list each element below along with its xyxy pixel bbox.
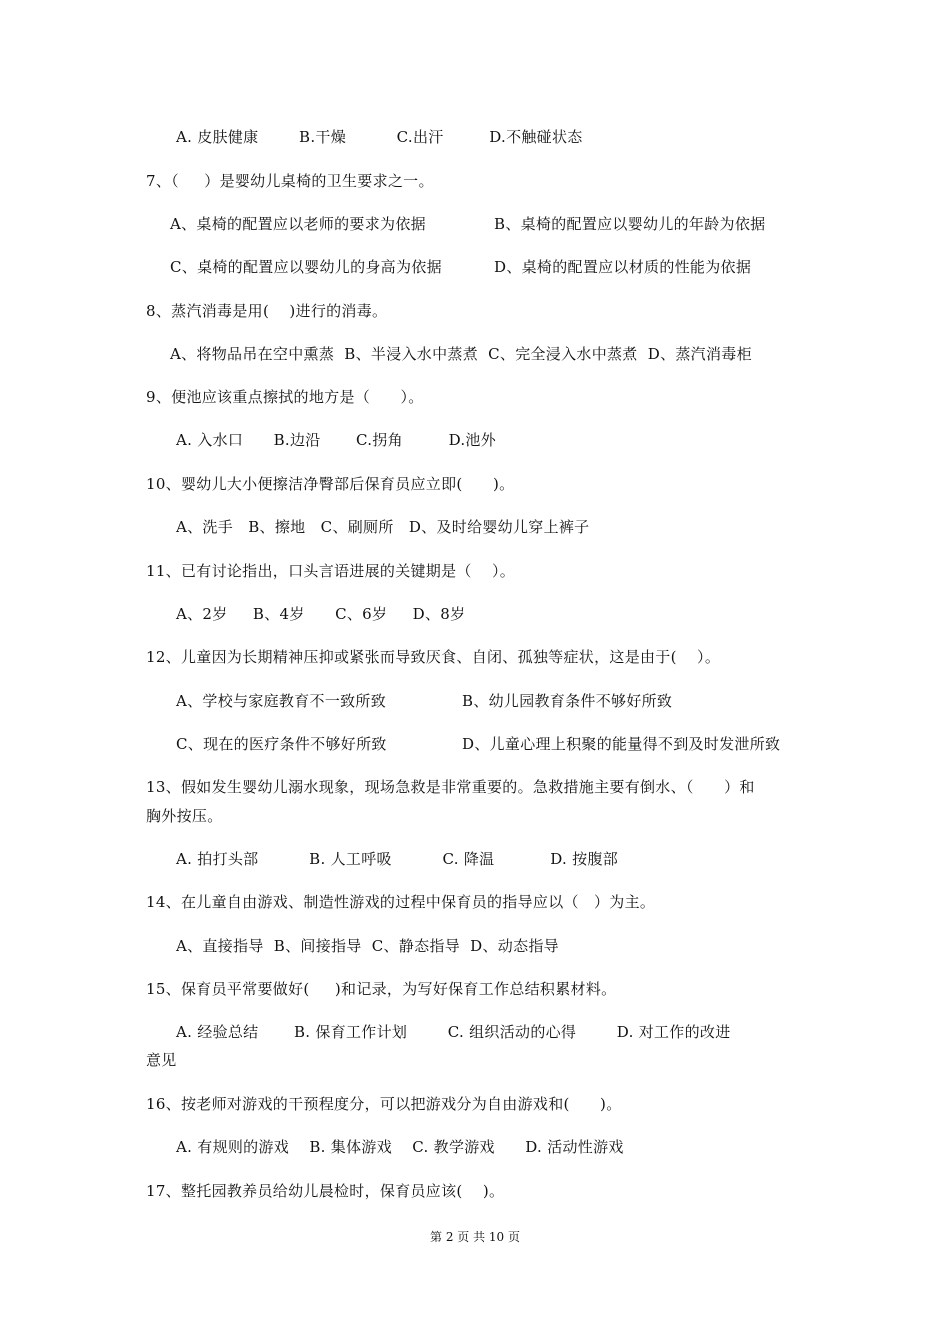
q12-option-d: D、儿童心理上积聚的能量得不到及时发泄所致 xyxy=(462,735,781,753)
question-12: 12、儿童因为长期精神压抑或紧张而导致厌食、自闭、孤独等症状，这是由于( ）。 xyxy=(146,648,721,666)
q13-options: A. 拍打头部 B. 人工呼吸 C. 降温 D. 按腹部 xyxy=(176,850,619,868)
q14-options: A、直接指导 B、间接指导 C、静态指导 D、动态指导 xyxy=(176,937,559,955)
question-11: 11、已有讨论指出，口头言语进展的关键期是（ ）。 xyxy=(146,562,516,580)
question-8: 8、蒸汽消毒是用( )进行的消毒。 xyxy=(146,302,388,320)
question-17: 17、整托园教养员给幼儿晨检时，保育员应该( )。 xyxy=(146,1182,505,1200)
q11-options: A、2岁 B、4岁 C、6岁 D、8岁 xyxy=(176,605,466,623)
question-13: 13、假如发生婴幼儿溺水现象，现场急救是非常重要的。急救措施主要有倒水、（ ）和 xyxy=(146,778,755,796)
q6-options: A. 皮肤健康 B.干燥 C.出汗 D.不触碰状态 xyxy=(176,128,583,146)
question-14: 14、在儿童自由游戏、制造性游戏的过程中保育员的指导应以（ ）为主。 xyxy=(146,893,656,911)
question-16: 16、按老师对游戏的干预程度分，可以把游戏分为自由游戏和( )。 xyxy=(146,1095,622,1113)
question-13-continuation: 胸外按压。 xyxy=(146,807,223,825)
q15-options-continuation: 意见 xyxy=(146,1051,177,1069)
q10-options: A、洗手 B、擦地 C、刷厕所 D、及时给婴幼儿穿上裤子 xyxy=(176,518,590,536)
question-9: 9、便池应该重点擦拭的地方是（ ）。 xyxy=(146,388,424,406)
q7-option-b: B、桌椅的配置应以婴幼儿的年龄为依据 xyxy=(494,215,766,233)
question-7: 7、（ ）是婴幼儿桌椅的卫生要求之一。 xyxy=(146,172,434,190)
q7-option-d: D、桌椅的配置应以材质的性能为依据 xyxy=(494,258,752,276)
question-10: 10、婴幼儿大小便擦洁净臀部后保育员应立即( )。 xyxy=(146,475,515,493)
q7-option-c: C、桌椅的配置应以婴幼儿的身高为依据 xyxy=(170,258,442,276)
q15-options: A. 经验总结 B. 保育工作计划 C. 组织活动的心得 D. 对工作的改进 xyxy=(176,1023,731,1041)
q12-option-c: C、现在的医疗条件不够好所致 xyxy=(176,735,387,753)
question-15: 15、保育员平常要做好( )和记录，为写好保育工作总结积累材料。 xyxy=(146,980,617,998)
q12-option-a: A、学校与家庭教育不一致所致 xyxy=(176,692,387,710)
page-footer: 第 2 页 共 10 页 xyxy=(430,1230,520,1244)
q7-option-a: A、桌椅的配置应以老师的要求为依据 xyxy=(170,215,426,233)
q9-options: A. 入水口 B.边沿 C.拐角 D.池外 xyxy=(176,431,497,449)
q8-options: A、将物品吊在空中熏蒸 B、半浸入水中蒸煮 C、完全浸入水中蒸煮 D、蒸汽消毒柜 xyxy=(170,345,752,363)
q12-option-b: B、幼儿园教育条件不够好所致 xyxy=(462,692,673,710)
q16-options: A. 有规则的游戏 B. 集体游戏 C. 教学游戏 D. 活动性游戏 xyxy=(176,1138,624,1156)
